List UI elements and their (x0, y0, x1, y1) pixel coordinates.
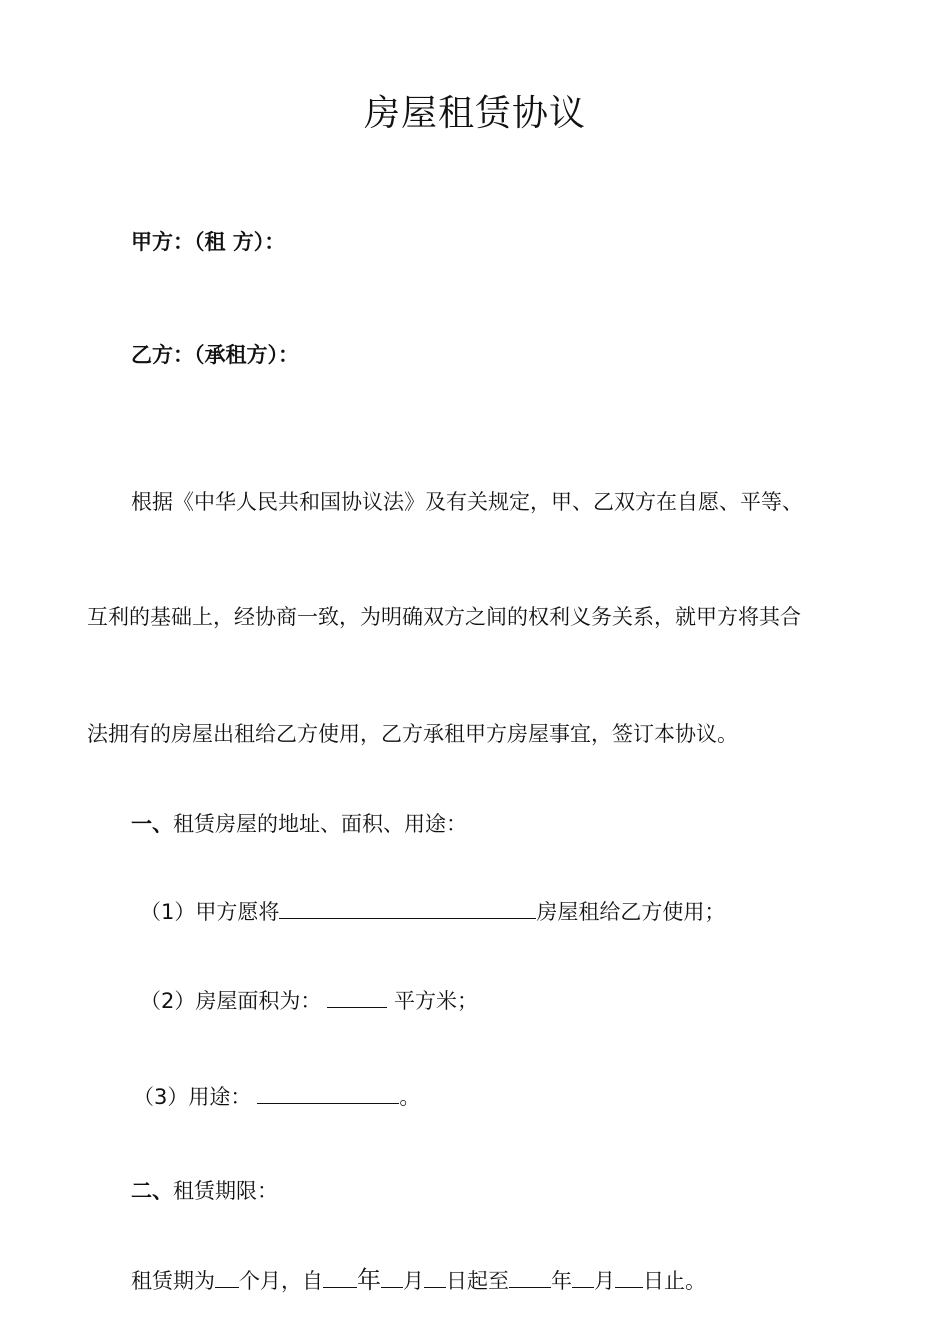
section-2-number: 二、 (131, 1179, 173, 1203)
lease-term-line (131, 1266, 706, 1295)
usage-blank (257, 1083, 399, 1104)
start-year-blank (323, 1267, 357, 1288)
intro-line-2: 互利的基础上，经协商一致，为明确双方之间的权利义务关系，就甲方将其合 (87, 605, 801, 629)
party-a-label: 甲方：（租 方）： (131, 230, 286, 254)
start-month-blank (381, 1267, 403, 1288)
end-day-blank (615, 1267, 643, 1288)
section-1-item-2 (140, 987, 478, 1015)
term-text: 个月，自 (239, 1269, 323, 1293)
term-text: 日止。 (643, 1269, 706, 1293)
term-text: 月 (594, 1269, 615, 1293)
party-b-label: 乙方：（承租方）： (131, 343, 299, 367)
start-day-blank (424, 1267, 446, 1288)
address-blank (279, 898, 536, 919)
end-month-blank (572, 1267, 594, 1288)
months-blank (215, 1267, 239, 1288)
term-text: 年 (551, 1269, 572, 1293)
term-text: 年 (357, 1266, 381, 1294)
item-3-suffix: 。 (399, 1085, 421, 1109)
item-3-prefix: （3）用途： (133, 1085, 252, 1109)
term-text: 日起至 (446, 1269, 509, 1293)
intro-line-1: 根据《中华人民共和国协议法》及有关规定，甲、乙双方在自愿、平等、 (131, 490, 803, 514)
item-1-suffix: 房屋租给乙方使用； (536, 900, 726, 924)
section-1-title: 租赁房屋的地址、面积、用途： (173, 812, 467, 836)
section-1-number: 一、 (131, 812, 173, 836)
item-2-suffix: 平方米； (387, 989, 479, 1013)
section-2-heading (131, 1177, 278, 1205)
section-1-item-3 (133, 1083, 420, 1111)
term-text: 月 (403, 1269, 424, 1293)
term-text: 租赁期为 (131, 1269, 215, 1293)
area-blank (327, 987, 387, 1008)
document-title: 房屋租赁协议 (363, 93, 586, 134)
item-1-prefix: （1）甲方愿将 (140, 900, 280, 924)
section-1-heading (131, 810, 467, 838)
item-2-prefix: （2）房屋面积为： (140, 989, 322, 1013)
section-2-title: 租赁期限： (173, 1179, 278, 1203)
end-year-blank (509, 1267, 551, 1288)
section-1-item-1 (140, 898, 725, 926)
intro-line-3: 法拥有的房屋出租给乙方使用，乙方承租甲方房屋事宜，签订本协议。 (87, 722, 738, 746)
